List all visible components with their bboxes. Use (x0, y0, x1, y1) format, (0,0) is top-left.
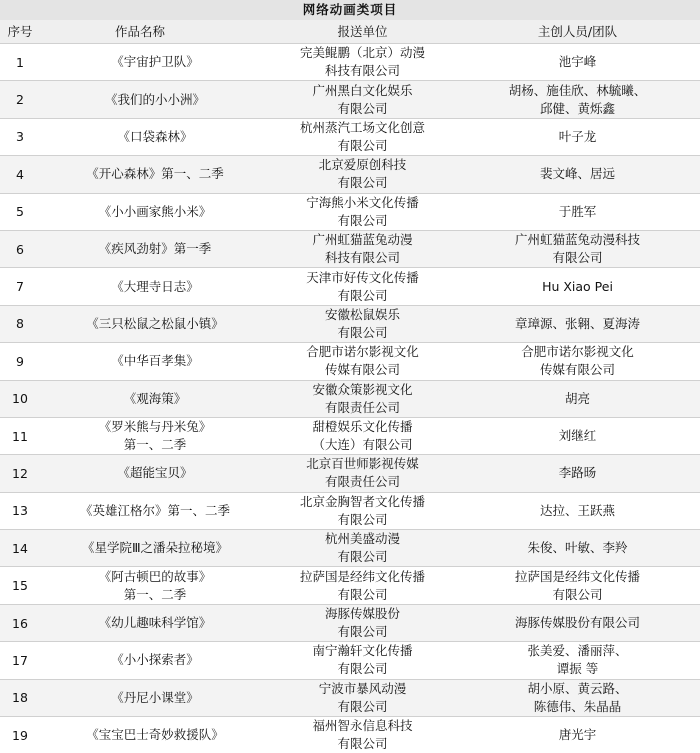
table-row (0, 80, 700, 117)
table-row (0, 566, 700, 603)
cell-name-text: 《疾风劲射》第一季 (98, 241, 212, 257)
cell-unit: 广州黑白文化娱乐 有限公司 (312, 82, 413, 116)
cell-no: 13 (12, 503, 28, 519)
header-unit: 报送单位 (337, 23, 388, 39)
cell-name (40, 418, 270, 454)
cell-no: 2 (16, 92, 24, 108)
cell-no: 10 (12, 391, 28, 407)
cell-name (40, 44, 270, 80)
cell-name-text: 《超能宝贝》 (117, 465, 193, 481)
cell-no: 11 (12, 428, 28, 444)
cell-name (40, 717, 270, 753)
cell-team: 合肥市诺尔影视文化 传媒有限公司 (521, 344, 634, 378)
cell-name-text: 《我们的小小洲》 (104, 91, 205, 107)
cell-name-text: 《小小探索者》 (111, 652, 199, 668)
cell-name (40, 680, 270, 716)
cell-name (40, 567, 270, 603)
cell-name (40, 268, 270, 304)
cell-name-text: 《宝宝巴士奇妙救援队》 (86, 727, 224, 743)
cell-team: 章璋源、张翱、夏海涛 (514, 315, 640, 331)
cell-name-text: 《开心森林》第一、二季 (86, 166, 224, 182)
table-row (0, 342, 700, 379)
cell-name-text: 《幼儿趣味科学馆》 (98, 615, 212, 631)
cell-unit: 拉萨国是经纬文化传播 有限公司 (299, 568, 425, 602)
cell-unit: 宁海熊小米文化传播 有限公司 (306, 194, 419, 228)
table-row (0, 380, 700, 417)
cell-team: 胡杨、施佳欣、林毓曦、 邱健、黄烁鑫 (508, 82, 647, 116)
cell-unit: 南宁瀚轩文化传播 有限公司 (312, 643, 413, 677)
cell-unit: 杭州美盛动漫 有限公司 (324, 531, 400, 565)
cell-unit: 甜橙娱乐文化传播 （大连）有限公司 (312, 419, 413, 453)
cell-no: 14 (12, 540, 28, 556)
cell-name (40, 455, 270, 491)
cell-team: 于胜军 (558, 203, 597, 219)
table-row (0, 155, 700, 192)
table-row (0, 604, 700, 641)
cell-no: 9 (16, 353, 24, 369)
cell-team: 朱俊、叶敏、李羚 (527, 540, 628, 556)
cell-unit: 杭州蒸汽工场文化创意 有限公司 (299, 119, 425, 153)
table-row (0, 679, 700, 716)
cell-no: 1 (16, 54, 24, 70)
cell-unit: 北京百世师影视传媒 有限责任公司 (306, 456, 419, 490)
cell-no: 19 (12, 727, 28, 743)
table-row (0, 230, 700, 267)
cell-name-text: 《英雄江格尔》第一、二季 (79, 502, 230, 518)
table-body (0, 43, 700, 753)
cell-name-text: 《小小画家熊小米》 (98, 203, 212, 219)
table-row (0, 417, 700, 454)
cell-name (40, 119, 270, 155)
table-row (0, 193, 700, 230)
cell-no: 17 (12, 652, 28, 668)
cell-no: 16 (12, 615, 28, 631)
table-header (0, 20, 700, 43)
cell-name (40, 642, 270, 678)
table-row (0, 118, 700, 155)
table-row (0, 492, 700, 529)
cell-unit: 宁波市暴风动漫 有限公司 (318, 680, 407, 714)
cell-team: 叶子龙 (558, 128, 597, 144)
cell-name (40, 381, 270, 417)
table-row (0, 641, 700, 678)
cell-unit: 北京金胸智者文化传播 有限公司 (299, 493, 425, 527)
cell-name-text: 《罗米熊与丹米兔》 第一、二季 (98, 419, 212, 453)
cell-name-text: 《宇宙护卫队》 (111, 54, 199, 70)
cell-no: 4 (16, 166, 24, 182)
cell-name-text: 《星学院Ⅲ之潘朵拉秘境》 (81, 540, 229, 556)
cell-no: 15 (12, 578, 28, 594)
cell-team: 李路旸 (558, 465, 597, 481)
cell-unit: 福州智永信息科技 有限公司 (312, 718, 413, 752)
cell-team: 广州虹猫蓝兔动漫科技 有限公司 (514, 232, 640, 266)
cell-team: Hu Xiao Pei (542, 278, 613, 294)
cell-name-text: 《观海策》 (123, 390, 187, 406)
cell-team: 胡亮 (564, 390, 590, 406)
cell-name-text: 《大理寺日志》 (111, 278, 199, 294)
table-row (0, 529, 700, 566)
header-team: 主创人员/团队 (537, 23, 618, 39)
cell-name (40, 306, 270, 342)
cell-unit: 安徽松鼠娱乐 有限公司 (324, 306, 400, 340)
cell-no: 12 (12, 465, 28, 481)
table-row (0, 43, 700, 80)
cell-name (40, 605, 270, 641)
cell-unit: 北京爱原创科技 有限公司 (318, 157, 407, 191)
cell-no: 6 (16, 241, 24, 257)
cell-no: 7 (16, 279, 24, 295)
table-row (0, 716, 700, 753)
cell-name-text: 《丹尼小课堂》 (111, 689, 199, 705)
cell-unit: 完美鲲鹏（北京）动漫 科技有限公司 (299, 45, 425, 79)
cell-name-text: 《三只松鼠之松鼠小镇》 (86, 315, 224, 331)
cell-unit: 广州虹猫蓝兔动漫 科技有限公司 (312, 232, 413, 266)
table-row (0, 267, 700, 304)
cell-team: 胡小原、黄云路、 陈德伟、朱晶晶 (527, 680, 628, 714)
cell-no: 8 (16, 316, 24, 332)
cell-unit: 合肥市诺尔影视文化 传媒有限公司 (306, 344, 419, 378)
cell-team: 池宇峰 (558, 54, 597, 70)
cell-team: 拉萨国是经纬文化传播 有限公司 (514, 568, 640, 602)
cell-name (40, 493, 270, 529)
header-name: 作品名称 (115, 24, 166, 39)
table-row (0, 454, 700, 491)
cell-unit: 天津市好传文化传播 有限公司 (306, 269, 419, 303)
header-no: 序号 (7, 24, 33, 39)
cell-name (40, 231, 270, 267)
cell-team: 唐光宇 (558, 727, 597, 743)
cell-team: 达拉、王跃燕 (539, 502, 615, 518)
cell-name (40, 156, 270, 192)
cell-team: 海豚传媒股份有限公司 (514, 615, 640, 631)
cell-team: 裴文峰、居远 (539, 166, 615, 182)
cell-unit: 安徽众策影视文化 有限责任公司 (312, 381, 413, 415)
cell-name (40, 81, 270, 117)
cell-no: 3 (16, 129, 24, 145)
table-title: 网络动画类项目 (0, 0, 700, 20)
cell-team: 刘继红 (558, 428, 597, 444)
cell-no: 18 (12, 690, 28, 706)
cell-name (40, 194, 270, 230)
cell-name-text: 《中华百孝集》 (111, 353, 199, 369)
cell-unit: 海豚传媒股份 有限公司 (324, 606, 400, 640)
table-row (0, 305, 700, 342)
cell-no: 5 (16, 204, 24, 220)
cell-name (40, 343, 270, 379)
cell-name-text: 《口袋森林》 (117, 128, 193, 144)
cell-team: 张美爱、潘丽萍、 谭振 等 (527, 643, 628, 677)
cell-name (40, 530, 270, 566)
cell-name-text: 《阿古顿巴的故事》 第一、二季 (98, 568, 212, 602)
